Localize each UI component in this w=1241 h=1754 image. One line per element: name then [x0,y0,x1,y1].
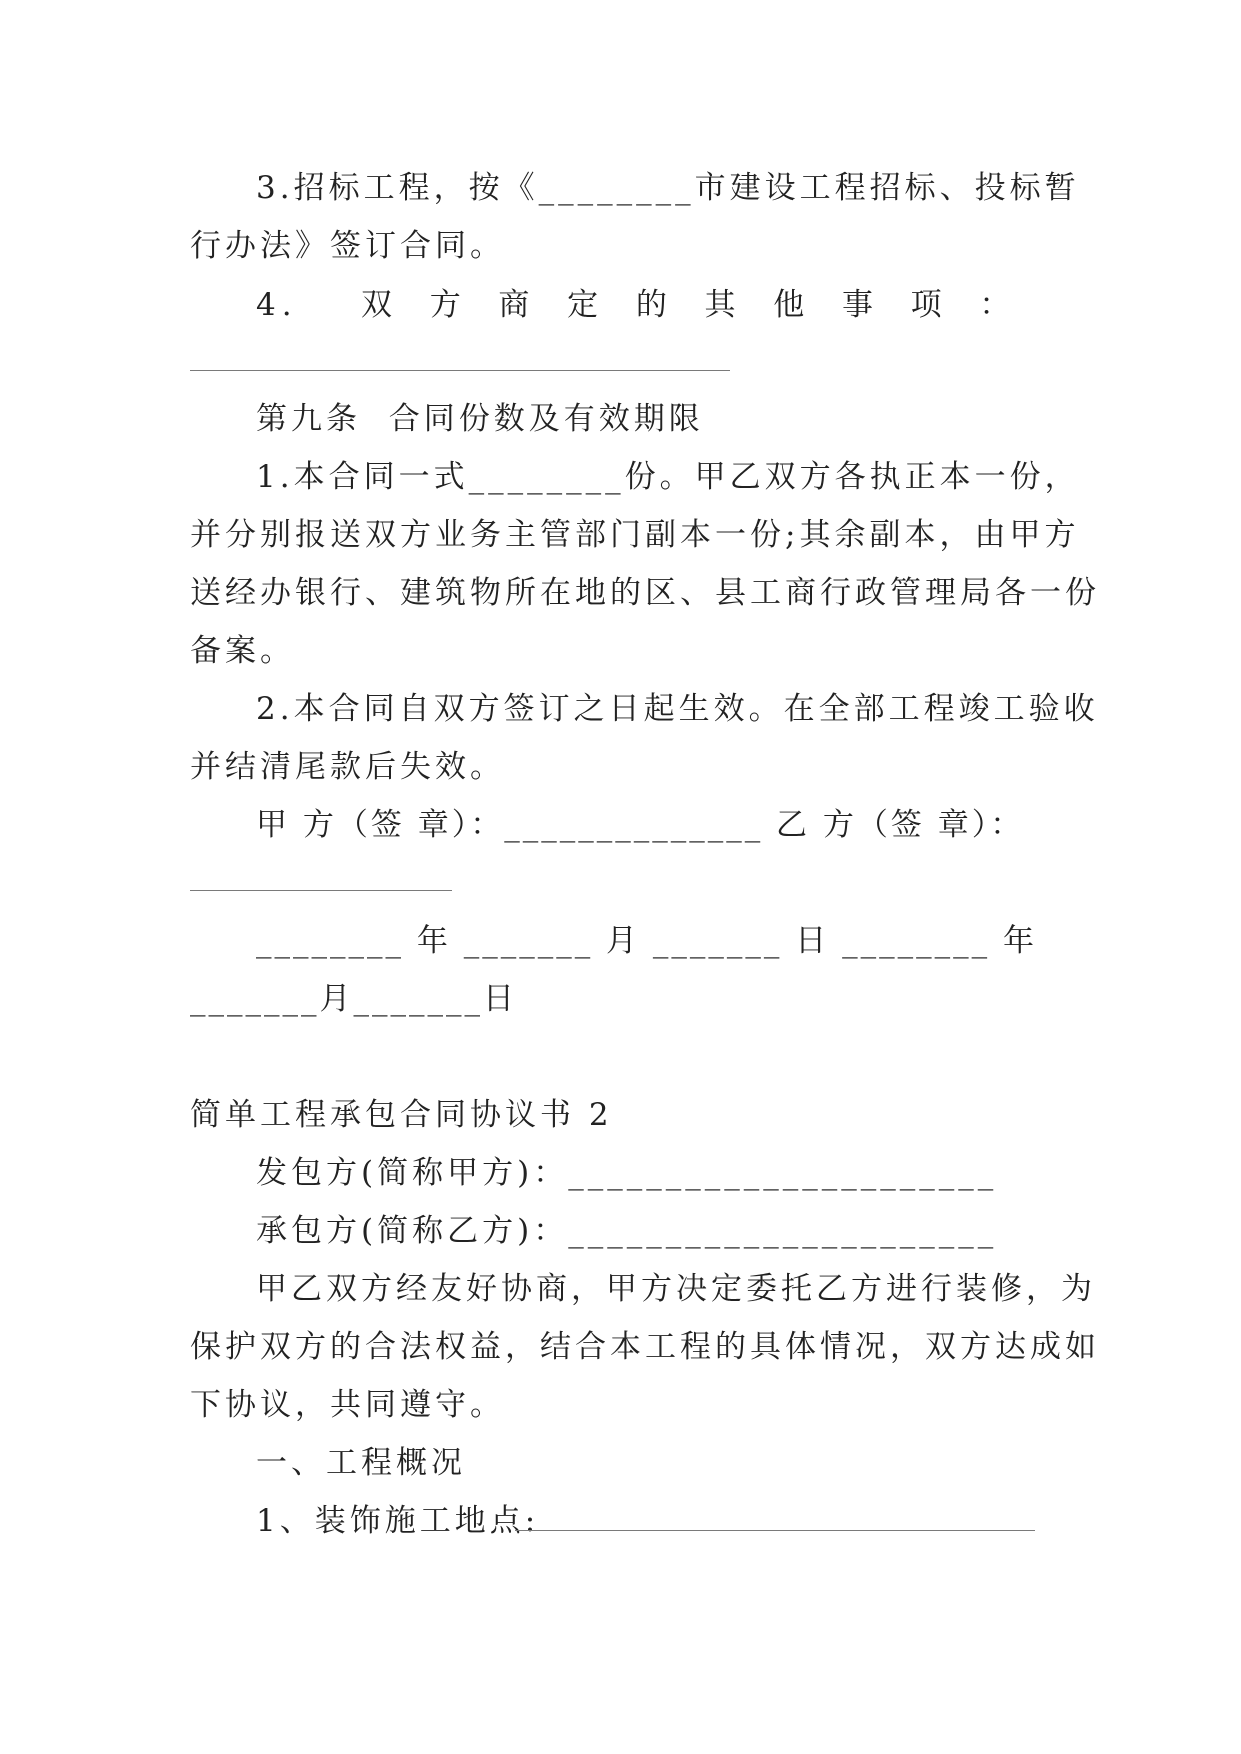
article-9-item-1-line-2: 并分别报送双方业务主管部门副本一份;其余副本，由甲方 [190,517,1080,553]
date-line-2: _______月_______日 [190,981,517,1017]
preamble-line-1: 甲乙双方经友好协商，甲方决定委托乙方进行装修，为 [256,1271,1096,1307]
signature-line: 甲 方（签 章）：______________ 乙 方（签 章）： [256,807,1025,843]
contract-2-title: 简单工程承包合同协议书 2 [190,1097,613,1133]
party-b-line: 承包方(简称乙方)：______________________ [256,1213,998,1249]
signature-blank-rule [190,890,452,891]
article-9-item-1-line-3: 送经办银行、建筑物所在地的区、县工商行政管理局各一份 [190,575,1100,611]
article-9-item-1-line-4: 备案。 [190,633,295,669]
preamble-line-3: 下协议，共同遵守。 [190,1387,505,1423]
section-1-heading: 一、工程概况 [256,1445,466,1481]
clause-4-line: 4. 双 方 商 定 的 其 他 事 项 ： [256,287,1017,323]
article-9-heading: 第九条 合同份数及有效期限 [256,401,704,437]
article-9-item-1-line-1: 1.本合同一式________份。甲乙双方各执正本一份， [256,459,1080,495]
clause-3-line-1: 3.招标工程，按《________市建设工程招标、投标暂 [256,170,1080,206]
item-site-location: 1、装饰施工地点: [256,1503,540,1539]
preamble-line-2: 保护双方的合法权益，结合本工程的具体情况，双方达成如 [190,1329,1100,1365]
article-9-item-2-line-1: 2.本合同自双方签订之日起生效。在全部工程竣工验收 [256,691,1099,727]
clause-3-line-2: 行办法》签订合同。 [190,228,505,264]
site-location-blank-rule [515,1530,1035,1531]
party-a-line: 发包方(简称甲方)：______________________ [256,1155,998,1191]
clause-4-blank-rule [190,370,730,371]
article-9-item-2-line-2: 并结清尾款后失效。 [190,749,505,785]
date-line-1: ________ 年 _______ 月 _______ 日 ________ 年 [256,923,1037,959]
